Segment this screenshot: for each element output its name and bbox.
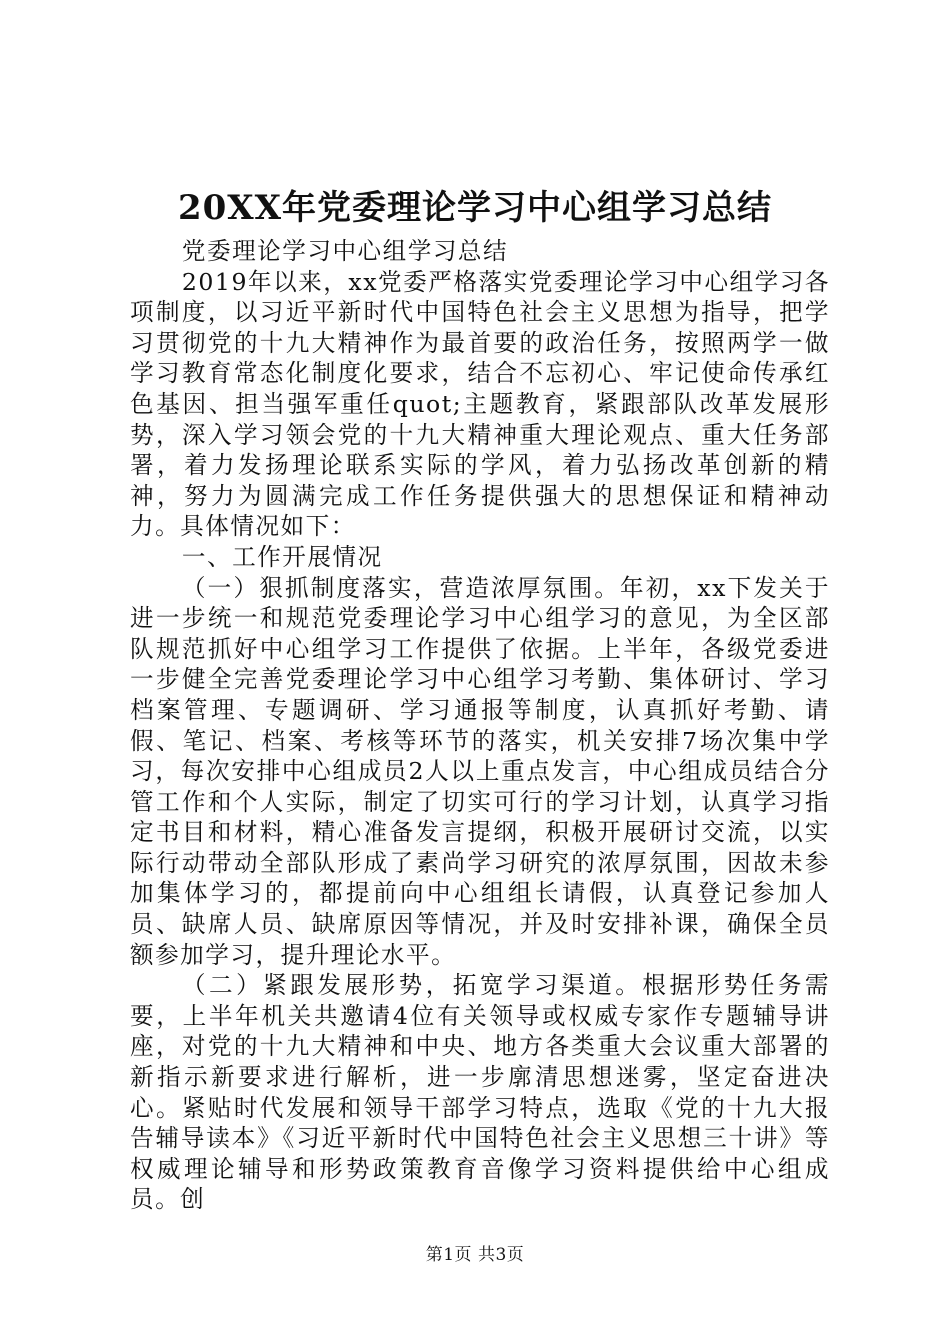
- section-heading: 一、工作开展情况: [181, 542, 383, 571]
- paragraph-item-1: （一）狠抓制度落实，营造浓厚氛围。年初，xx下发关于进一步统一和规范党委理论学习中心组学习的意见，为全区部队规范抓好中心组学习工作提供了依据。上半年，各级党委进一步健全完善党委理论学习中心组学习考勤、集体研讨、学习档案管理、专题调研、学习通报等制度，认真抓好考勤、请假、笔记、档案、考核等环节的落实，机关安排7场次集中学习，每次安排中心组成员2人以上重点发言，中心组成员结合分管工作和个人实际，制定了切实可行的学习计划，认真学习指定书目和材料，精心准备发言提纲，积极开展研讨交流，以实际行动带动全部队形成了素尚学习研究的浓厚氛围，因故未参加集体学习的，都提前向中心组组长请假，认真登记参加人员、缺席人员、缺席原因等情况，并及时安排补课，确保全员额参加学习，提升理论水平。: [130, 573, 830, 969]
- paragraph-item-2: （二）紧跟发展形势，拓宽学习渠道。根据形势任务需要，上半年机关共邀请4位有关领导或权威专家作专题辅导讲座，对党的十九大精神和中央、地方各类重大会议重大部署的新指示新要求进行解析，进一步廓清思想迷雾，坚定奋进决心。紧贴时代发展和领导干部学习特点，选取《党的十九大报告辅导读本》《习近平新时代中国特色社会主义思想三十讲》等权威理论辅导和形势政策教育音像学习资料提供给中心组成员。创: [130, 971, 830, 1214]
- document-title: 20XX年党委理论学习中心组学习总结: [177, 188, 773, 228]
- subtitle-paragraph: 党委理论学习中心组学习总结: [181, 237, 509, 265]
- document-body: [130, 236, 830, 1215]
- intro-paragraph: 2019年以来，xx党委严格落实党委理论学习中心组学习各项制度，以习近平新时代中国特色社会主义思想为指导，把学习贯彻党的十九大精神作为最首要的政治任务，按照两学一做学习教育常态化制度化要求，结合不忘初心、牢记使命传承红色基因、担当强军重任quot;主题教育，紧跟部队改革发展形势，深入学习领会党的十九大精神重大理论观点、重大任务部署，着力发扬理论联系实际的学风，着力弘扬改革创新的精神，努力为圆满完成工作任务提供强大的思想保证和精神动力。具体情况如下：: [130, 267, 830, 541]
- page-number-footer: 第1页 共3页: [425, 1245, 525, 1265]
